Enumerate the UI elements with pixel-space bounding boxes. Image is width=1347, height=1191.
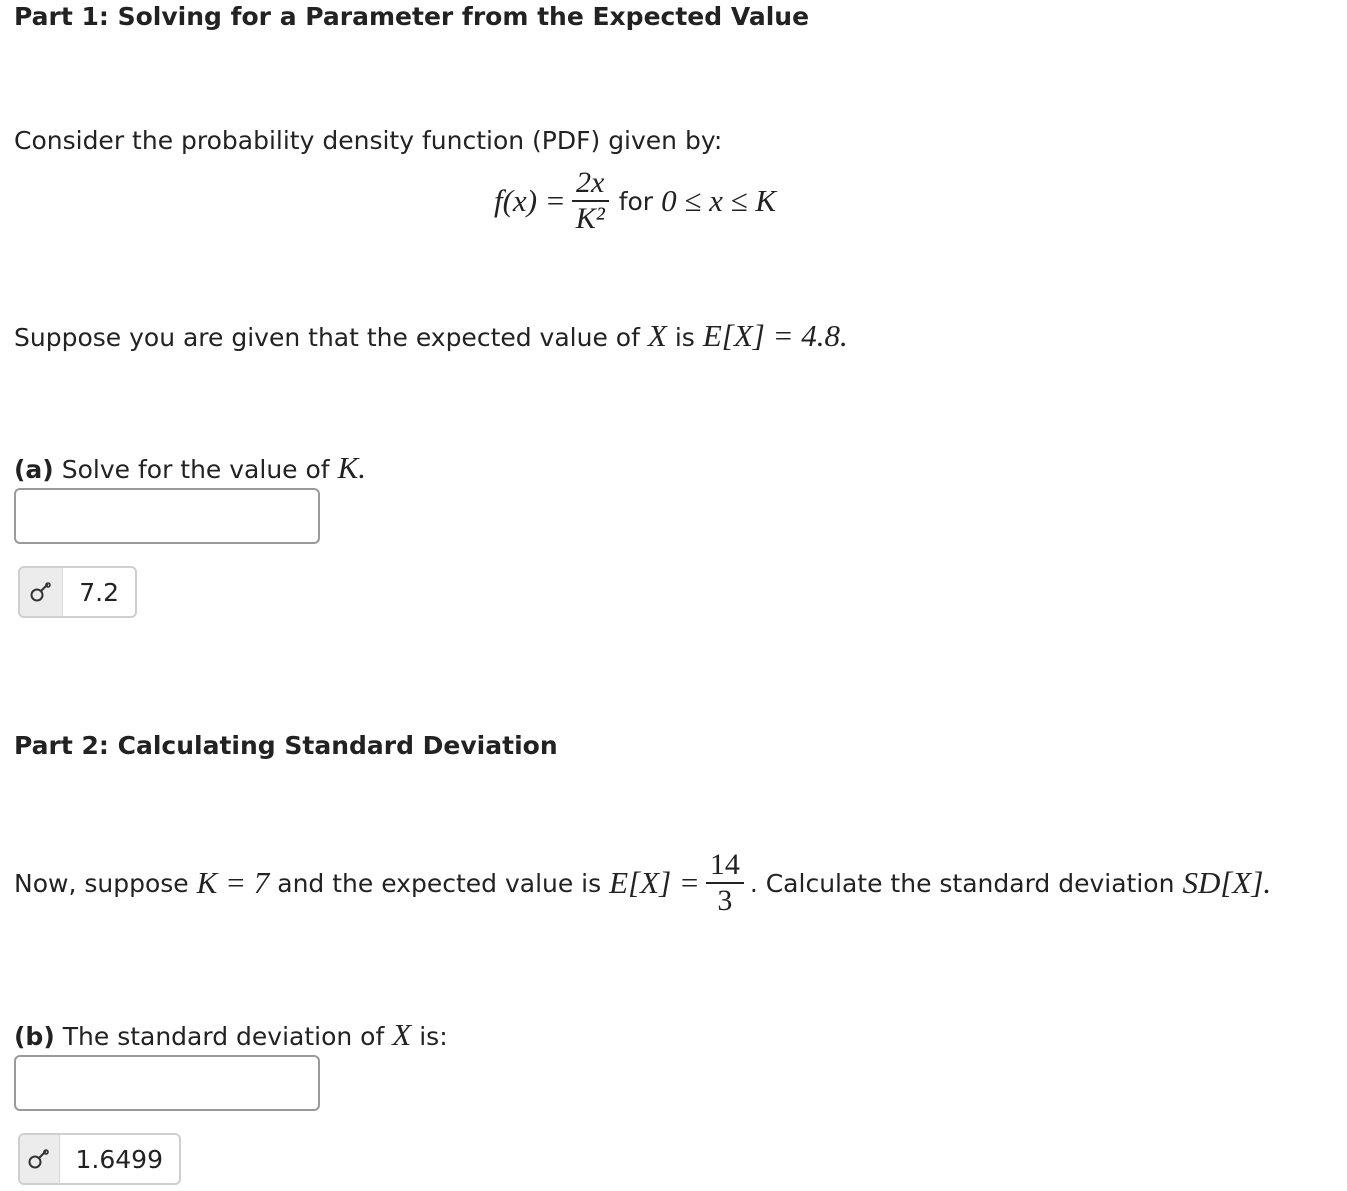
question-b-label: (b)	[14, 1022, 55, 1051]
pdf-intro-text: Consider the probability density function (PDF) given by:	[14, 126, 723, 155]
part2-frac-den: 3	[717, 884, 733, 917]
part1-heading: Part 1: Solving for a Parameter from the Expected Value	[14, 2, 810, 31]
part2-now-text: Now, suppose	[14, 868, 189, 898]
answer-a-key	[18, 566, 137, 618]
question-a-label: (a)	[14, 455, 54, 484]
pdf-denominator: K²	[575, 202, 605, 235]
part2-heading: Part 2: Calculating Standard Deviation	[14, 731, 558, 760]
question-b-text: The standard deviation of	[62, 1022, 385, 1051]
given-expr: E[X] = 4.8.	[702, 318, 848, 353]
pdf-numerator: 2x	[576, 166, 605, 199]
part2-k-expr: K = 7	[196, 865, 270, 900]
question-b-suffix: is:	[419, 1022, 448, 1051]
part2-e-expr: E[X] =	[609, 865, 700, 900]
part2-and-text: and the expected value is	[277, 868, 602, 898]
given-var: X	[647, 318, 667, 353]
question-b	[14, 1017, 448, 1053]
pdf-formula	[494, 168, 776, 234]
part2-sd-expr: SD[X].	[1182, 865, 1272, 900]
key-icon	[20, 568, 63, 616]
given-text: Suppose you are given that the expected value of	[14, 323, 640, 352]
pdf-for-word: for	[618, 186, 654, 216]
pdf-fraction	[572, 168, 609, 234]
pdf-lhs: f(x) =	[494, 183, 566, 218]
part2-fraction	[706, 850, 744, 916]
answer-b-input[interactable]	[14, 1055, 320, 1111]
answer-b-value: 1.6499	[75, 1144, 163, 1174]
key-icon	[20, 1135, 60, 1183]
answer-a-value: 7.2	[79, 577, 119, 607]
given-is: is	[674, 323, 695, 352]
given-expected-value	[14, 318, 848, 354]
part2-statement	[14, 850, 1271, 916]
question-b-var: X	[392, 1017, 412, 1052]
pdf-domain: 0 ≤ x ≤ K	[661, 183, 777, 218]
question-a	[14, 450, 366, 486]
part2-frac-num: 14	[709, 848, 740, 881]
question-a-var: K.	[337, 450, 367, 485]
question-a-text: Solve for the value of	[61, 455, 330, 484]
part2-calc-text: . Calculate the standard deviation	[749, 868, 1175, 898]
answer-b-key	[18, 1133, 181, 1185]
answer-a-input[interactable]	[14, 488, 320, 544]
